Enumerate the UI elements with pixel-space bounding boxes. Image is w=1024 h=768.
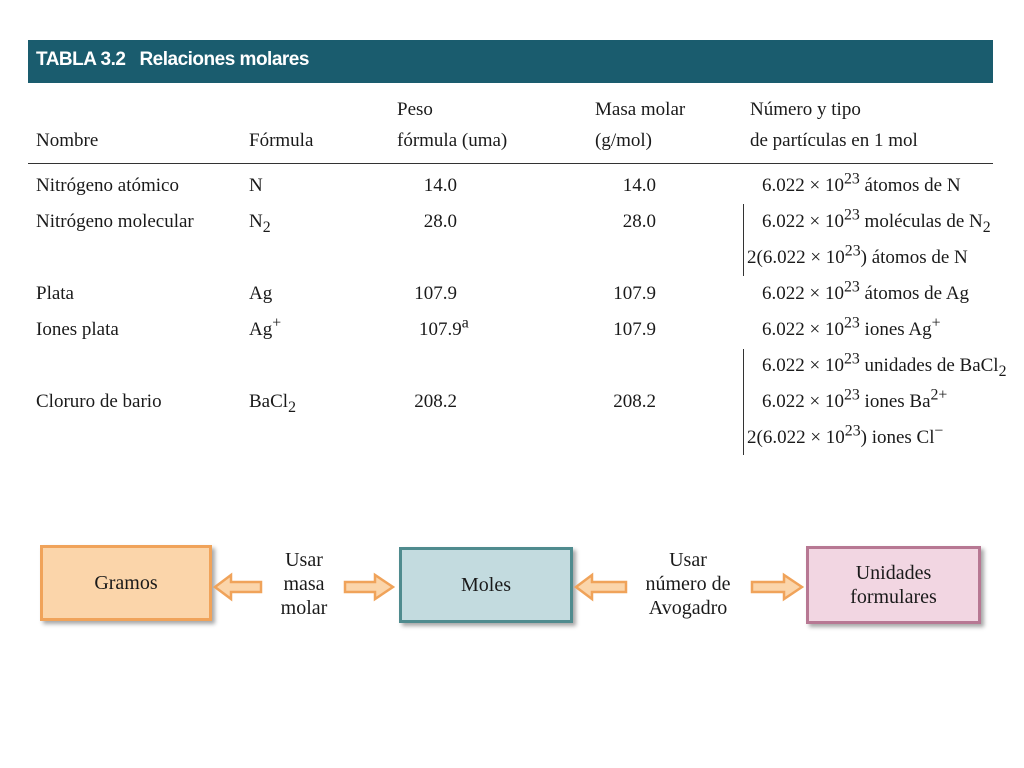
row5-peso: 208.2 — [414, 391, 457, 412]
row3-formula: Ag — [249, 283, 273, 304]
row2-brace — [743, 204, 744, 276]
row2-masa: 28.0 — [622, 211, 656, 232]
header-formula: Fórmula — [249, 130, 314, 151]
box-unidades-formulares: Unidades formulares — [806, 546, 981, 624]
row3-nombre: Plata — [36, 283, 74, 304]
label-usar-numero-avogadro: Usar número de Avogadro — [645, 549, 731, 619]
header-peso — [397, 94, 507, 156]
row1-nombre: Nitrógeno atómico — [36, 175, 179, 196]
row4-nombre: Iones plata — [36, 319, 119, 340]
table-caption: Relaciones molares — [139, 49, 309, 70]
box-moles: Moles — [399, 547, 573, 623]
row4-particulas: $6.022 \times 10^{23}$ iones Ag+ — [762, 314, 941, 340]
table-title — [36, 49, 309, 71]
row2-formula: $N_2$ — [249, 211, 271, 236]
table-title-bar — [28, 40, 993, 83]
row5-nombre: Cloruro de bario — [36, 391, 162, 412]
label-usar-masa-molar: Usar masa molar — [280, 549, 328, 619]
header-particulas-line1: Número y tipo — [750, 99, 861, 120]
row4-peso: 107.9$^a$ — [419, 314, 469, 340]
row5-brace — [743, 349, 744, 455]
header-masa-line2: (g/mol) — [595, 130, 652, 151]
row1-formula: N — [249, 175, 263, 196]
arrow-left-to-moles-icon — [574, 572, 628, 602]
row5-formula: BaCl$_2$ — [249, 391, 296, 416]
row2-nombre: Nitrógeno molecular — [36, 211, 194, 232]
header-masa — [595, 94, 685, 156]
header-particulas-line2: de partículas en 1 mol — [750, 130, 918, 151]
header-particulas — [750, 94, 918, 156]
box-gramos: Gramos — [40, 545, 212, 621]
arrow-left-to-gramos-icon — [213, 572, 263, 602]
arrow-right-to-unidades-icon — [750, 572, 804, 602]
row5-particulas-2: $6.022 \times 10^{23}$ iones $Ba^{2+}$ — [762, 386, 948, 412]
header-peso-line2: fórmula (uma) — [397, 130, 508, 151]
header-peso-line1: Peso — [397, 99, 433, 120]
row3-peso: 107.9 — [414, 283, 457, 304]
row2-peso: 28.0 — [423, 211, 457, 232]
row5-masa: 208.2 — [613, 391, 656, 412]
row3-masa: 107.9 — [613, 283, 656, 304]
row4-masa: 107.9 — [613, 319, 656, 340]
row5-particulas-1: $6.022 \times 10^{23}$ unidades de BaCl$_2$ — [762, 350, 1007, 380]
header-masa-line1: Masa molar — [595, 99, 686, 120]
row2-particulas-2: $2(6.022 \times 10^{23})$ átomos de N — [747, 242, 968, 268]
header-nombre: Nombre — [36, 130, 99, 151]
arrow-right-to-moles-icon — [343, 572, 395, 602]
row2-particulas-1: $6.022 \times 10^{23}$ moléculas de $N_2$ — [762, 206, 991, 236]
row3-particulas: $6.022 \times 10^{23}$ átomos de Ag — [762, 278, 970, 304]
row5-particulas-3: $2(6.022 \times 10^{23})$ iones Cl− — [747, 422, 944, 448]
row1-particulas: $6.022 \times 10^{23}$ átomos de N — [762, 170, 961, 196]
row1-masa: 14.0 — [622, 175, 656, 196]
row4-formula: Ag+ — [249, 314, 282, 340]
header-rule — [28, 163, 993, 164]
table-number: TABLA 3.2 — [36, 49, 126, 70]
row1-peso: 14.0 — [423, 175, 457, 196]
